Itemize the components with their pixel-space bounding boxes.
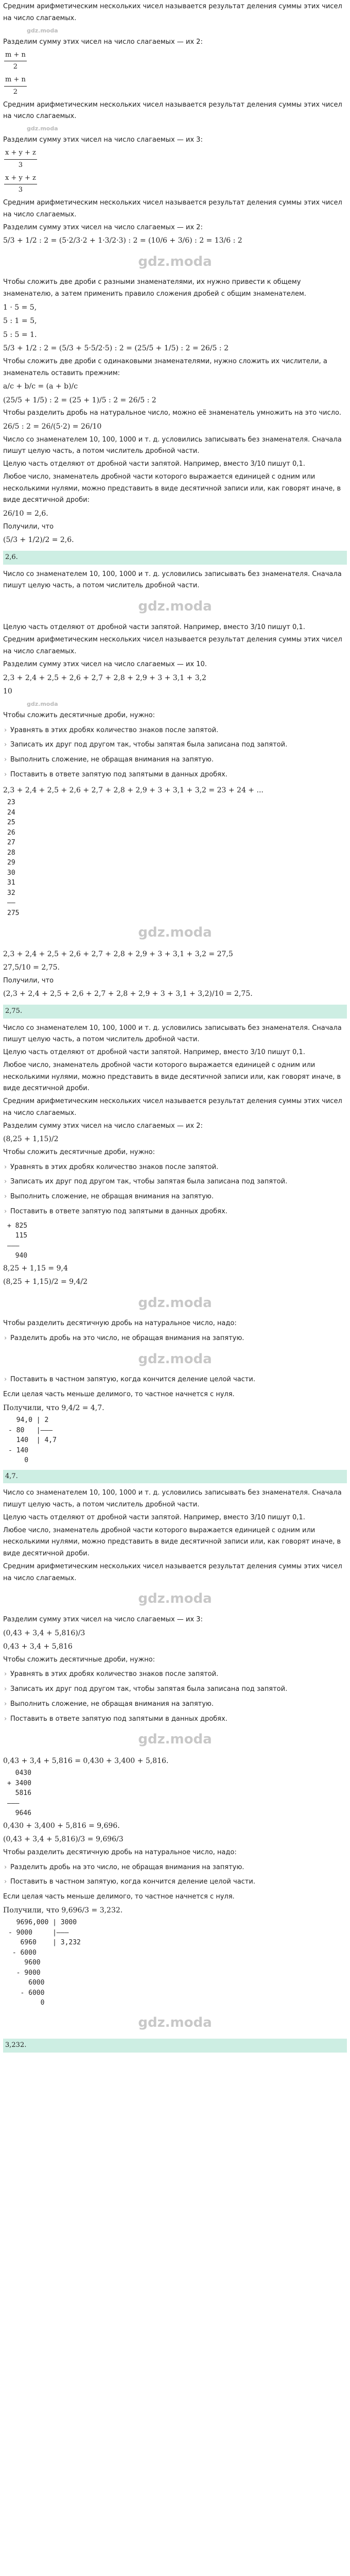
answer-box: 4,7.	[3, 1470, 347, 1484]
equation: 2,3 + 2,4 + 2,5 + 2,6 + 2,7 + 2,8 + 2,9 + 3 + 3,1 + 3,2	[3, 673, 206, 682]
calc-line: - 140	[8, 1446, 29, 1454]
calc-line: 29	[7, 859, 15, 867]
equation: Получили, что 9,696/3 = 3,232.	[3, 1906, 123, 1914]
calc-line: 940	[7, 1252, 28, 1260]
calc-line: 31	[7, 879, 15, 887]
calc-line: + 825	[7, 1222, 28, 1230]
calc-line: 6000	[8, 1979, 45, 1987]
rule-item: › Поставить в ответе запятую под запятыми в данных дробях.	[3, 769, 347, 781]
watermark: gdz.moda	[27, 27, 58, 34]
equation: 5/3 + 1/2 : 2 = (5/3 + 5·5/2·5) : 2 = (25/5 + 1/5) : 2 = 26/5 : 2	[3, 344, 229, 353]
long-division	[3, 1918, 347, 2008]
watermark: gdz.moda	[27, 700, 58, 707]
rule-item: › Выполнить сложение, не обращая внимания на запятую.	[3, 1191, 347, 1203]
calc-line: 9696,000 | 3000	[8, 1919, 77, 1927]
rule-item: › Записать их друг под другом так, чтобы запятая была записана под запятой.	[3, 1176, 347, 1188]
text: Чтобы сложить десятичные дроби, нужно:	[3, 711, 155, 719]
calc-line: 28	[7, 849, 15, 857]
watermark: gdz.moda	[138, 1351, 212, 1367]
answer-box: 3,232.	[3, 2039, 347, 2053]
equation: (25/5 + 1/5) : 2 = (25 + 1)/5 : 2 = 26/5 : 2	[3, 396, 156, 404]
text: Разделим сумму этих чисел на число слагаемых — их 2:	[3, 1122, 203, 1130]
fraction: $\frac{x + y + z}{3}$	[4, 173, 37, 197]
intro-text-2: Разделим сумму этих чисел на число слагаемых — их 2:	[3, 38, 203, 46]
rule-item: › Поставить в ответе запятую под запятыми в данных дробях.	[3, 1714, 347, 1725]
equation: 2,3 + 2,4 + 2,5 + 2,6 + 2,7 + 2,8 + 2,9 + 3 + 3,1 + 3,2 = 23 + 24 + ...	[3, 786, 264, 794]
text: Любое число, знаменатель дробной части которого выражается единицей с одним или несколькими нулями, можно представить в виде десятичной записи или, как говорят иначе, в виде десятичной дроби.	[3, 1061, 341, 1093]
column-addition	[3, 798, 347, 918]
calc-line: - 80 |———	[8, 1426, 53, 1434]
column-addition	[3, 1221, 347, 1261]
calc-line: 6960 | 3,232	[8, 1939, 81, 1947]
calc-line: 25	[7, 819, 15, 826]
calc-line: 0430	[7, 1769, 31, 1777]
watermark: gdz.moda	[138, 253, 212, 269]
rule: a/c + b/c = (a + b)/c	[3, 382, 78, 391]
equation: (5/3 + 1/2)/2 = 2,6.	[3, 536, 74, 545]
equation: 26/5 : 2 = 26/(5·2) = 26/10	[3, 422, 102, 431]
text: Средним арифметическим нескольких чисел называется результат деления суммы этих чисел на число слагаемых.	[3, 199, 342, 218]
intro-text-4: Разделим сумму этих чисел на число слагаемых — их 3:	[3, 136, 203, 144]
text: Если целая часть меньше делимого, то частное начнется с нуля.	[3, 1893, 235, 1901]
equation: 8,25 + 1,15 = 9,4	[3, 1264, 68, 1273]
text: Чтобы сложить две дроби с одинаковыми знаменателями, нужно сложить их числители, а знаменатель оставить прежним:	[3, 357, 327, 377]
text: Чтобы сложить десятичные дроби, нужно:	[3, 1655, 155, 1664]
intro-text-1: Средним арифметическим нескольких чисел называется результат деления суммы этих чисел на число слагаемых.	[3, 3, 342, 22]
long-division	[3, 1415, 347, 1466]
text: Чтобы разделить дробь на натуральное число, можно её знаменатель умножить на это число.	[3, 409, 342, 417]
calc-line: 30	[7, 869, 15, 877]
calc-line: - 6000	[8, 1948, 37, 1957]
rule-item: › Поставить в ответе запятую под запятыми в данных дробях.	[3, 1206, 347, 1218]
calc-line: ———	[7, 1242, 20, 1250]
equation: 0,43 + 3,4 + 5,816 = 0,430 + 3,400 + 5,816.	[3, 1756, 169, 1765]
calc-line: 94,0 | 2	[8, 1416, 49, 1424]
text: Чтобы сложить десятичные дроби, нужно:	[3, 1148, 155, 1156]
watermark: gdz.moda	[27, 125, 58, 132]
intro-text-3: Средним арифметическим нескольких чисел называется результат деления суммы этих чисел на число слагаемых.	[3, 100, 342, 121]
text: Разделим сумму этих чисел на число слагаемых — их 2:	[3, 223, 203, 231]
calc-line: 26	[7, 828, 15, 837]
calc-line: + 3400	[7, 1779, 31, 1787]
text: Получили, что	[3, 976, 54, 985]
watermark: gdz.moda	[138, 2014, 212, 2030]
calc-line: 0	[8, 1456, 29, 1464]
equation: 5 : 5 = 1.	[3, 330, 37, 339]
column-addition	[3, 1768, 347, 1819]
rule-item: › Записать их друг под другом так, чтобы запятая была записана под запятой.	[3, 1684, 347, 1696]
solution-page	[0, 1, 350, 2053]
rule-item: › Поставить в частном запятую, когда кончится деление целой части.	[3, 1876, 347, 1888]
rule-item: › Выполнить сложение, не обращая внимания на запятую.	[3, 1699, 347, 1710]
rule-item: › Поставить в частном запятую, когда кончится деление целой части.	[3, 1374, 347, 1386]
equation: 26/10 = 2,6.	[3, 510, 48, 518]
rule-item: › Выполнить сложение, не обращая внимания на запятую.	[3, 754, 347, 766]
text: Чтобы разделить десятичную дробь на натуральное число, надо:	[3, 1319, 237, 1327]
text: Целую часть отделяют от дробной части запятой. Например, вместо 3/10 пишут 0,1.	[3, 623, 305, 631]
text: Средним арифметическим нескольких чисел называется результат деления суммы этих чисел на число слагаемых.	[3, 1562, 342, 1582]
equation: 27,5/10 = 2,75.	[3, 963, 60, 972]
calc-line: 275	[7, 909, 20, 917]
rule-item: › Разделить дробь на это число, не обращая внимания на запятую.	[3, 1333, 347, 1345]
text: Получили, что	[3, 522, 54, 531]
equation: (0,43 + 3,4 + 5,816)/3	[3, 1629, 85, 1637]
calc-line: 115	[7, 1232, 28, 1240]
equation: (2,3 + 2,4 + 2,5 + 2,6 + 2,7 + 2,8 + 2,9 + 3 + 3,1 + 3,2)/10 = 2,75.	[3, 990, 253, 998]
calc-line: ———	[7, 1799, 20, 1807]
watermark: gdz.moda	[138, 1591, 212, 1607]
equation: (8,25 + 1,15)/2	[3, 1135, 59, 1144]
equation: (0,43 + 3,4 + 5,816)/3 = 9,696/3	[3, 1835, 124, 1844]
rule-item: › Уравнять в этих дробях количество знаков после запятой.	[3, 1162, 347, 1174]
calc-line: 5816	[7, 1789, 31, 1798]
text: Средним арифметическим нескольких чисел называется результат деления суммы этих чисел на число слагаемых.	[3, 1097, 342, 1117]
text: Любое число, знаменатель дробной части которого выражается единицей с одним или несколькими нулями, можно представить в виде десятичной записи или, как говорят иначе, в виде десятичной дроби.	[3, 1526, 341, 1557]
rule-item: › Уравнять в этих дробях количество знаков после запятой.	[3, 1669, 347, 1681]
text: Целую часть отделяют от дробной части запятой. Например, вместо 3/10 пишут 0,1.	[3, 1048, 305, 1056]
calc-line: 9600	[8, 1959, 41, 1967]
watermark: gdz.moda	[138, 599, 212, 614]
text: Чтобы сложить две дроби с разными знаменателями, их нужно привести к общему знаменателю, а затем применить правило сложения дробей с общим знаменателем.	[3, 278, 306, 298]
text: Разделим сумму этих чисел на число слагаемых — их 3:	[3, 1615, 203, 1623]
text: Целую часть отделяют от дробной части запятой. Например, вместо 3/10 пишут 0,1.	[3, 1513, 305, 1521]
calc-line: 27	[7, 839, 15, 846]
equation: Получили, что 9,4/2 = 4,7.	[3, 1403, 104, 1412]
rule-item: › Разделить дробь на это число, не обращая внимания на запятую.	[3, 1862, 347, 1874]
equation: (8,25 + 1,15)/2 = 9,4/2	[3, 1278, 88, 1286]
text: Число со знаменателем 10, 100, 1000 и т. д. условились записывать без знаменателя. Сначала пишут целую часть, а потом числитель дробной части.	[3, 1024, 342, 1044]
equation: 5/3 + 1/2 : 2 = (5·2/3·2 + 1·3/2·3) : 2 = (10/6 + 3/6) : 2 = 13/6 : 2	[3, 236, 242, 245]
equation: 0,43 + 3,4 + 5,816	[3, 1642, 73, 1651]
text: Разделим сумму этих чисел на число слагаемых — их 10.	[3, 660, 207, 668]
text: Если целая часть меньше делимого, то частное начнется с нуля.	[3, 1390, 235, 1398]
text: Число со знаменателем 10, 100, 1000 и т. д. условились записывать без знаменателя. Сначала пишут целую часть, а потом числитель дробной части.	[3, 435, 342, 455]
equation-denominator: 10	[3, 687, 12, 696]
calc-line: 0	[8, 1999, 45, 2007]
text: Целую часть отделяют от дробной части запятой. Например, вместо 3/10 пишут 0,1.	[3, 460, 305, 468]
calc-line: 24	[7, 808, 15, 817]
calc-line: ——	[7, 899, 15, 907]
calc-line: 140 | 4,7	[8, 1436, 57, 1444]
fraction: $\frac{x + y + z}{3}$	[4, 147, 37, 172]
equation: 0,430 + 3,400 + 5,816 = 9,696.	[3, 1821, 120, 1830]
calc-line: 32	[7, 889, 15, 897]
fraction: $\frac{m + n}{2}$	[4, 74, 27, 98]
calc-line: - 6000	[8, 1989, 45, 1997]
answer-box: 2,6.	[3, 551, 347, 565]
equation: 5 : 1 = 5,	[3, 317, 37, 326]
text: Средним арифметическим нескольких чисел называется результат деления суммы этих чисел на число слагаемых.	[3, 636, 342, 655]
watermark: gdz.moda	[138, 1732, 212, 1748]
text: Чтобы разделить десятичную дробь на натуральное число, надо:	[3, 1848, 237, 1856]
text: Число со знаменателем 10, 100, 1000 и т. д. условились записывать без знаменателя. Сначала пишут целую часть, а потом числитель дробной части.	[3, 1489, 342, 1509]
text: Любое число, знаменатель дробной части которого выражается единицей с одним или несколькими нулями, можно представить в виде десятичной записи или, как говорят иначе, в виде десятичной дроби:	[3, 472, 341, 504]
answer-box: 2,75.	[3, 1005, 347, 1019]
watermark: gdz.moda	[138, 925, 212, 940]
rule-item: › Уравнять в этих дробях количество знаков после запятой.	[3, 725, 347, 737]
equation: 1 · 5 = 5,	[3, 303, 37, 312]
calc-line: 9646	[7, 1809, 31, 1818]
calc-line: - 9000	[8, 1969, 41, 1977]
calc-line: 23	[7, 799, 15, 806]
rule-item: › Записать их друг под другом так, чтобы запятая была записана под запятой.	[3, 739, 347, 751]
fraction: $\frac{m + n}{2}$	[4, 49, 27, 74]
calc-line: - 9000 |———	[8, 1928, 69, 1937]
watermark: gdz.moda	[138, 1295, 212, 1311]
text: Число со знаменателем 10, 100, 1000 и т. д. условились записывать без знаменателя. Сначала пишут целую часть, а потом числитель дробной части.	[3, 570, 342, 590]
equation: 2,3 + 2,4 + 2,5 + 2,6 + 2,7 + 2,8 + 2,9 + 3 + 3,1 + 3,2 = 27,5	[3, 950, 233, 958]
